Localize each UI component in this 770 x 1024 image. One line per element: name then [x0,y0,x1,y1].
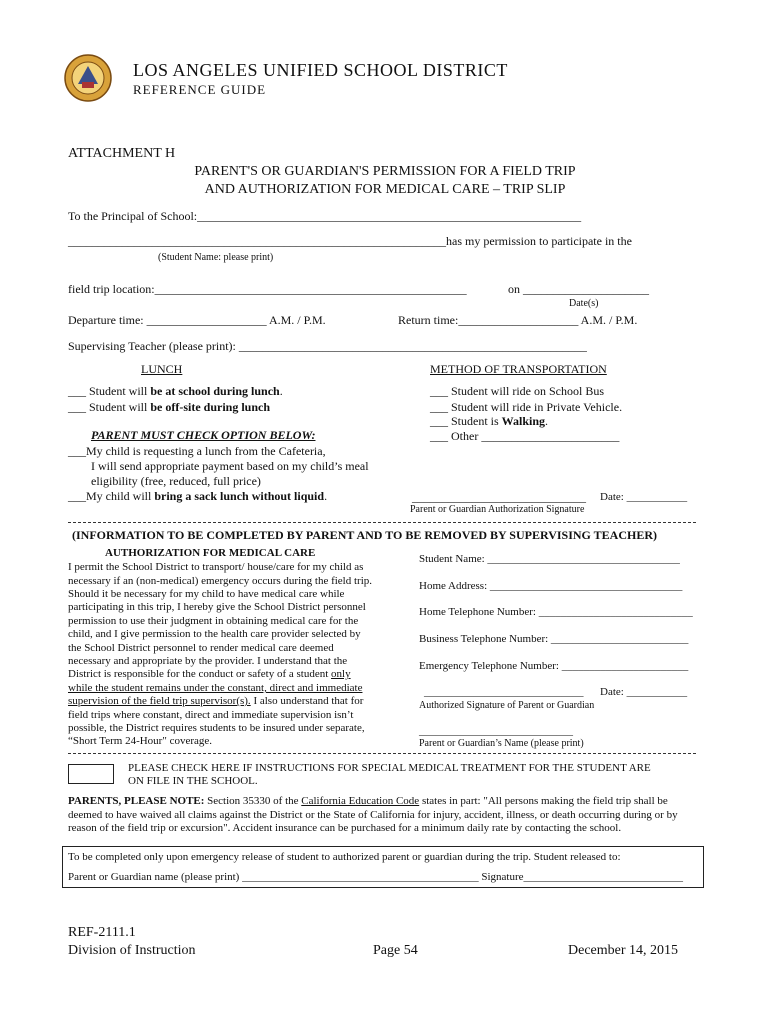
guardian-name-caption: Parent or Guardian’s Name (please print) [419,738,584,749]
home-address-input[interactable]: Home Address: ___________________________________ [419,580,683,592]
medical-text-underlined: while the student remains under the constant, direct and immediate [68,682,363,694]
emergency-phone-input[interactable]: Emergency Telephone Number: _______________________ [419,660,689,672]
cafeteria-lunch-text: I will send appropriate payment based on my child’s meal [91,459,369,473]
footer-date: December 14, 2015 [568,943,679,958]
form-title-line2: AND AUTHORIZATION FOR MEDICAL CARE – TRIP SLIP [204,182,566,197]
parents-note [68,795,668,807]
medical-text: necessary if an (non-medical) emergency occurs during the field trip. [68,575,373,587]
authorized-signature-caption: Authorized Signature of Parent or Guardian [419,700,595,711]
special-treatment-text: ON FILE IN THE SCHOOL. [128,775,258,787]
student-name-field[interactable]: _______________________________________________________________has my permission to participate in the [68,234,632,248]
authorization-signature-caption: Parent or Guardian Authorization Signature [410,504,585,515]
medical-text-segment: I also understand that for [250,695,364,707]
release-instructions: To be completed only upon emergency release of student to authorized parent or guardian during the trip. Student released to: [68,851,621,863]
section-divider [68,753,696,754]
sack-lunch-bold: bring a sack lunch without liquid [154,489,325,503]
lunch-heading: LUNCH [141,362,183,376]
parents-note-text: reason of the field trip or excursion". Accident insurance can be purchased for a minimum daily rate by contacting the school. [68,822,622,834]
medical-text: the School District personnel to render medical care deemed [68,642,334,654]
student-name-hint: (Student Name: please print) [158,252,274,263]
parent-must-check-heading: PARENT MUST CHECK OPTION BELOW: [91,428,316,442]
medical-text [68,668,351,680]
transport-option-walking[interactable] [430,414,548,429]
medical-heading: AUTHORIZATION FOR MEDICAL CARE [105,547,316,559]
supervising-teacher-field[interactable]: Supervising Teacher (please print): __________________________________________________________ [68,339,587,353]
attachment-label: ATTACHMENT H [68,146,176,161]
medical-text [68,695,363,707]
transport-option-private-vehicle[interactable]: ___ Student will ride in Private Vehicle. [430,400,623,414]
signature-date-field[interactable]: Date: ___________ [600,686,688,698]
walking-bold: Walking [501,414,546,428]
medical-text: permission to use their judgment in obtaining medical care for the [68,615,359,627]
transport-option-other[interactable]: ___ Other _______________________ [430,429,620,443]
dates-caption: Date(s) [569,298,599,309]
home-phone-input[interactable]: Home Telephone Number: ____________________________ [419,606,693,618]
medical-text: necessary and appropriate by the provider. I understand that the [68,655,348,667]
medical-text-underlined: only [331,668,351,680]
reference-guide-label: REFERENCE GUIDE [133,82,267,97]
sack-lunch-suffix: . [324,489,328,503]
page-number: Page 54 [373,943,418,958]
lunch-option-suffix: . [279,384,283,398]
cafeteria-lunch-option[interactable]: ___My child is requesting a lunch from the Cafeteria, [68,444,326,458]
departure-time-field[interactable]: Departure time: ____________________ A.M. / P.M. [68,313,326,327]
medical-text: Should it be necessary for my child to have medical care while [68,588,345,600]
district-title: LOS ANGELES UNIFIED SCHOOL DISTRICT [133,60,508,80]
sack-lunch-prefix: ___My child will [68,489,155,503]
sack-lunch-option[interactable] [68,489,327,504]
special-treatment-checkbox[interactable] [68,764,114,784]
parents-note-text: deemed to have waived all claims against the District or the State of California for injury, accident, illness, or death occurring during or by [68,809,678,821]
business-phone-input[interactable]: Business Telephone Number: _________________________ [419,633,689,645]
medical-text: possible, the District requires students to be insured under separate, [68,722,365,734]
medical-text: I permit the School District to transport/ house/care for my child as [68,561,364,573]
transport-option-bus[interactable]: ___ Student will ride on School Bus [430,384,604,398]
parents-note-text: states in part: "All persons making the field trip shall be [419,795,668,807]
detach-notice: (INFORMATION TO BE COMPLETED BY PARENT AND TO BE REMOVED BY SUPERVISING TEACHER) [72,528,657,542]
detach-line [68,522,696,523]
authorization-signature-field[interactable]: _____________________________ [412,490,586,504]
lunch-option-prefix: ___ Student will [68,384,151,398]
medical-text-segment: District is responsible for the conduct or safety of a student [68,668,332,680]
walking-prefix: ___ Student is [430,414,502,428]
lunch-option-bold: be off-site during lunch [150,400,271,414]
authorized-signature-field[interactable]: _____________________________ [424,686,584,698]
district-seal-icon [64,54,112,102]
principal-field[interactable]: To the Principal of School:________________________________________________________________ [68,209,582,223]
lunch-option-off-site[interactable] [68,400,270,415]
form-title-line1: PARENT'S OR GUARDIAN'S PERMISSION FOR A FIELD TRIP [194,164,576,179]
parents-note-label: PARENTS, PLEASE NOTE: [68,795,205,807]
medical-text: “Short Term 24-Hour" coverage. [68,735,213,747]
education-code-link: California Education Code [301,795,420,807]
release-name-signature-field[interactable]: Parent or Guardian name (please print) ___________________________________________ Signature_____________________________ [68,871,684,883]
special-treatment-text: PLEASE CHECK HERE IF INSTRUCTIONS FOR SPECIAL MEDICAL TREATMENT FOR THE STUDENT ARE [128,762,651,774]
medical-text-underlined: supervision of the field trip supervisor(s). [68,695,251,707]
lunch-option-bold: be at school during lunch [150,384,280,398]
cafeteria-lunch-text: eligibility (free, reduced, full price) [91,474,261,488]
trip-dates-field[interactable]: on _____________________ [508,282,649,296]
authorization-date-field[interactable]: Date: ___________ [600,491,688,503]
parents-note-text: Section 35330 of the [204,795,302,807]
transportation-heading: METHOD OF TRANSPORTATION [430,362,607,376]
medical-text: participating in this trip, I hereby give the School District personnel [68,601,366,613]
guardian-name-field[interactable]: ____________________________ [419,725,573,737]
division-label: Division of Instruction [68,943,196,958]
lunch-option-at-school[interactable] [68,384,283,399]
lunch-option-prefix: ___ Student will [68,400,151,414]
student-name-input[interactable]: Student Name: ___________________________________ [419,553,680,565]
field-trip-location-field[interactable]: field trip location:____________________________________________________ [68,282,467,296]
medical-text: child, and I give permission to the health care provider selected by [68,628,361,640]
medical-text: field trips where constant, direct and immediate supervision isn’t [68,709,354,721]
form-reference-number: REF-2111.1 [68,925,136,940]
walking-suffix: . [545,414,549,428]
return-time-field[interactable]: Return time:____________________ A.M. / P.M. [398,313,638,327]
